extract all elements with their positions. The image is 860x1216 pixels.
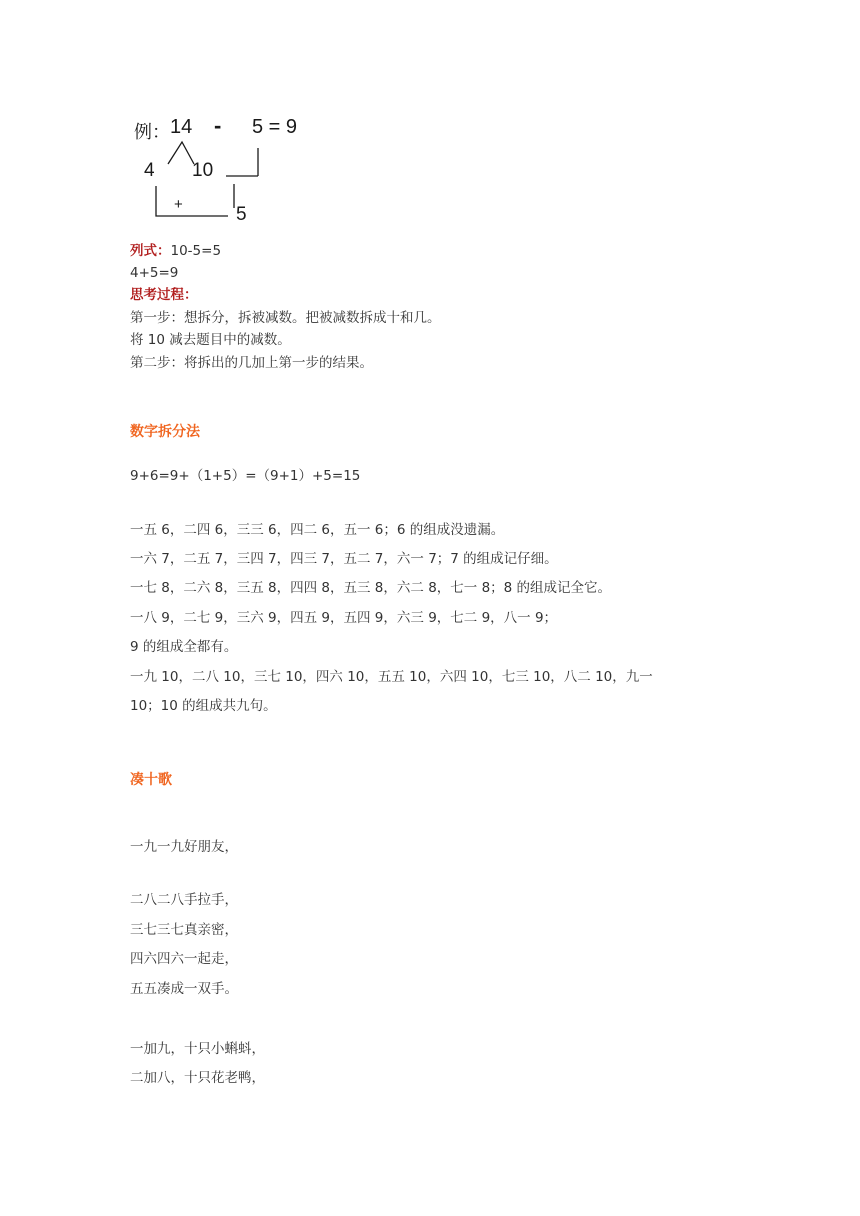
composition-line: 一九 10，二八 10，三七 10，四六 10，五五 10，六四 10，七三 10，八二 10，九一 — [130, 669, 653, 685]
section-heading-make-ten-song: 凑十歌 — [130, 772, 172, 788]
example-label: 例： — [134, 122, 170, 142]
thinking-line: 将 10 减去题目中的减数。 — [130, 332, 291, 348]
section-heading-decomposition: 数字拆分法 — [130, 424, 200, 440]
song-line: 二八二八手拉手， — [130, 892, 238, 908]
formula-value-1: 10-5=5 — [170, 243, 222, 259]
composition-line: 一五 6，二四 6，三三 6，四二 6，五一 6；6 的组成没遗漏。 — [130, 522, 505, 538]
minus-sign: - — [214, 113, 222, 138]
formula-line-1 — [130, 241, 221, 261]
song-line: 四六四六一起走， — [130, 951, 238, 967]
song-line: 二加八，十只花老鸭， — [130, 1070, 265, 1086]
bottom-number: 5 — [236, 204, 247, 225]
equation-rhs: 5 = 9 — [252, 116, 298, 138]
song-line: 三七三七真亲密， — [130, 922, 238, 938]
composition-line: 9 的组成全都有。 — [130, 639, 238, 655]
plus-sign: + — [174, 196, 183, 213]
decomposition-diagram — [130, 112, 310, 230]
minuend: 14 — [170, 116, 193, 138]
song-line: 一加九，十只小蝌蚪， — [130, 1041, 265, 1057]
thinking-line: 第二步：将拆出的几加上第一步的结果。 — [130, 355, 373, 371]
composition-line: 一八 9，二七 9，三六 9，四五 9，五四 9，六三 9，七二 9，八一 9； — [130, 610, 558, 626]
right-part: 10 — [192, 160, 214, 181]
thinking-label: 思考过程： — [130, 287, 198, 303]
composition-line: 一七 8，二六 8，三五 8，四四 8，五三 8，六二 8，七一 8；8 的组成记全它。 — [130, 580, 612, 596]
song-line: 五五凑成一双手。 — [130, 981, 238, 997]
formula-line-2: 4+5=9 — [130, 265, 179, 281]
composition-line: 10；10 的组成共九句。 — [130, 698, 277, 714]
thinking-line: 第一步：想拆分，拆被减数。把被减数拆成十和几。 — [130, 310, 441, 326]
formula-label: 列式： — [130, 243, 171, 259]
composition-line: 一六 7，二五 7，三四 7，四三 7，五二 7，六一 7；7 的组成记仔细。 — [130, 551, 558, 567]
left-part: 4 — [144, 160, 155, 181]
decomposition-equation: 9+6=9+（1+5）=（9+1）+5=15 — [130, 468, 361, 484]
song-line: 一九一九好朋友， — [130, 839, 238, 855]
